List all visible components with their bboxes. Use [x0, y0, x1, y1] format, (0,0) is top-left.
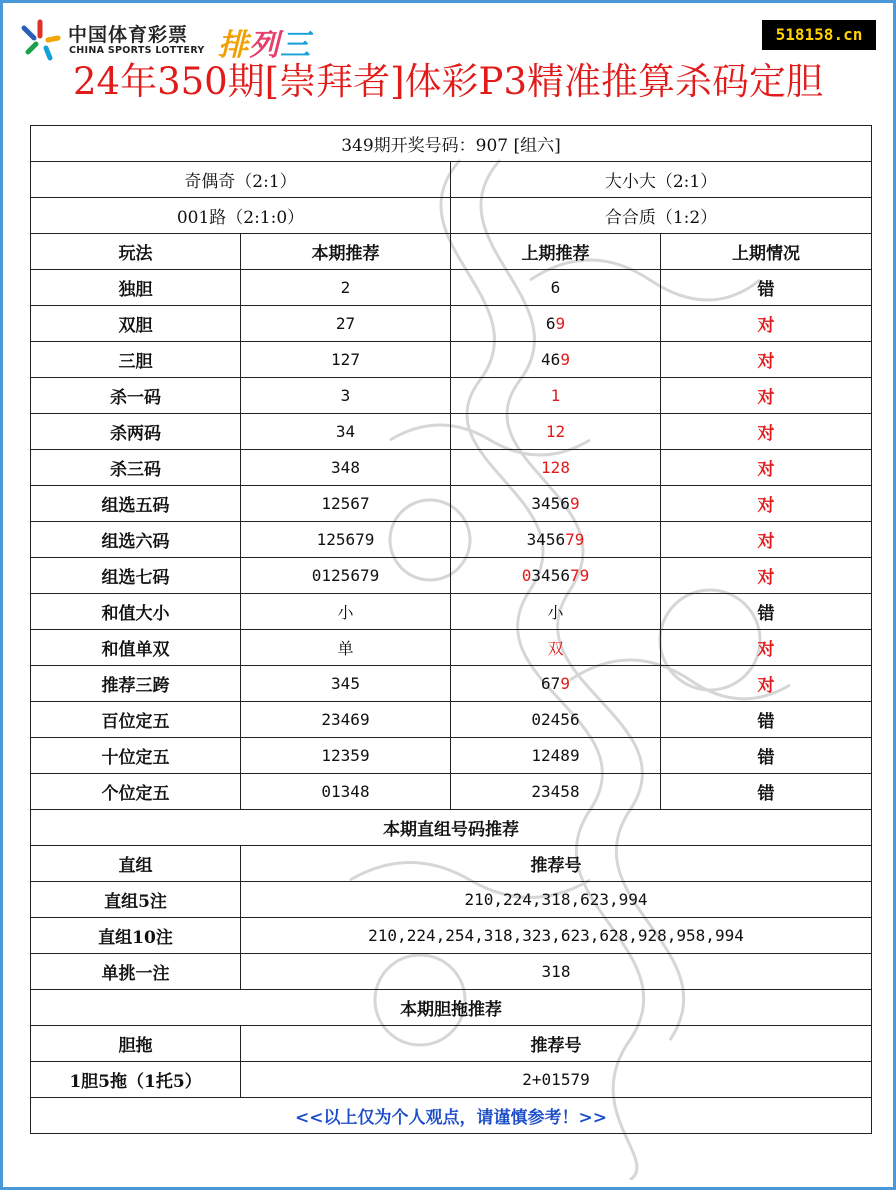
table-row [31, 630, 872, 666]
direct-section-row [31, 810, 872, 846]
direct-numbers: 210,224,318,623,994 [241, 882, 872, 918]
table-row [31, 666, 872, 702]
previous-pick [451, 522, 661, 558]
direct-numbers: 210,224,254,318,323,623,628,928,958,994 [241, 918, 872, 954]
current-pick: 12567 [241, 486, 451, 522]
page-title: 24年350期[崇拜者]体彩P3精准推算杀码定胆 [72, 60, 823, 103]
column-header-previous: 上期推荐 [451, 234, 661, 270]
previous-result: 对 [661, 522, 872, 558]
previous-pick [451, 450, 661, 486]
last-draw-result: 349期开奖号码：907 [组六] [31, 126, 872, 162]
play-name: 组选六码 [31, 522, 241, 558]
previous-result: 对 [661, 342, 872, 378]
logo-english-text: CHINA SPORTS LOTTERY [69, 45, 205, 56]
previous-result: 错 [661, 702, 872, 738]
table-row [31, 378, 872, 414]
drag-row [31, 1062, 872, 1098]
column-header-play: 玩法 [31, 234, 241, 270]
header [0, 0, 896, 122]
previous-pick [451, 378, 661, 414]
previous-pick-segment: 1 [550, 386, 561, 405]
direct-type: 直组10注 [31, 918, 241, 954]
table-row [31, 558, 872, 594]
drag-header-row [31, 1026, 872, 1062]
prime-composite-pattern: 合合质（1:2） [451, 198, 872, 234]
pailie3-brand: 排列三 [218, 28, 311, 63]
previous-pick [451, 594, 661, 630]
drag-section-row [31, 990, 872, 1026]
current-pick: 01348 [241, 774, 451, 810]
table-row [31, 738, 872, 774]
logo-chinese-text: 中国体育彩票 [68, 24, 189, 46]
direct-header-type: 直组 [31, 846, 241, 882]
previous-pick [451, 666, 661, 702]
direct-row [31, 918, 872, 954]
footer-row [31, 1098, 872, 1134]
direct-row [31, 954, 872, 990]
current-pick: 3 [241, 378, 451, 414]
route-pattern: 001路（2:1:0） [31, 198, 451, 234]
previous-result: 对 [661, 486, 872, 522]
direct-type: 单挑一注 [31, 954, 241, 990]
current-pick: 27 [241, 306, 451, 342]
play-name: 组选七码 [31, 558, 241, 594]
play-name: 推荐三跨 [31, 666, 241, 702]
table-row [31, 594, 872, 630]
current-pick: 23469 [241, 702, 451, 738]
previous-pick-segment: 79 [569, 566, 590, 585]
previous-pick-segment: 79 [565, 530, 585, 549]
previous-pick-segment: 9 [555, 314, 566, 333]
previous-result: 错 [661, 738, 872, 774]
play-name: 个位定五 [31, 774, 241, 810]
table-header-row [31, 234, 872, 270]
previous-result: 对 [661, 630, 872, 666]
site-badge[interactable]: 518158.cn [762, 20, 876, 50]
previous-pick [451, 702, 661, 738]
current-pick: 小 [241, 594, 451, 630]
direct-section-title: 本期直组号码推荐 [31, 810, 872, 846]
direct-row [31, 882, 872, 918]
drag-header-type: 胆拖 [31, 1026, 241, 1062]
play-name: 双胆 [31, 306, 241, 342]
current-pick: 12359 [241, 738, 451, 774]
direct-type: 直组5注 [31, 882, 241, 918]
column-header-result: 上期情况 [661, 234, 872, 270]
play-name: 三胆 [31, 342, 241, 378]
previous-pick [451, 414, 661, 450]
current-pick: 2 [241, 270, 451, 306]
previous-result: 错 [661, 594, 872, 630]
previous-pick [451, 342, 661, 378]
previous-pick [451, 486, 661, 522]
table-row [31, 450, 872, 486]
table-row [31, 702, 872, 738]
previous-pick-segment: 3456 [531, 566, 570, 585]
summary-row [31, 198, 872, 234]
previous-pick [451, 306, 661, 342]
direct-numbers: 318 [241, 954, 872, 990]
previous-result: 对 [661, 558, 872, 594]
table-row [31, 414, 872, 450]
summary-row [31, 162, 872, 198]
previous-pick [451, 270, 661, 306]
draw-result-row [31, 126, 872, 162]
previous-pick-segment: 02456 [531, 710, 580, 729]
table-row [31, 486, 872, 522]
play-name: 百位定五 [31, 702, 241, 738]
previous-pick [451, 774, 661, 810]
previous-pick-segment: 6 [545, 314, 556, 333]
current-pick: 127 [241, 342, 451, 378]
table-row [31, 342, 872, 378]
play-name: 独胆 [31, 270, 241, 306]
play-name: 组选五码 [31, 486, 241, 522]
previous-result: 错 [661, 270, 872, 306]
current-pick: 125679 [241, 522, 451, 558]
drag-numbers: 2+01579 [241, 1062, 872, 1098]
previous-pick-segment: 23458 [531, 782, 580, 801]
previous-pick-segment: 9 [569, 494, 580, 513]
previous-pick-segment: 双 [547, 639, 564, 658]
odd-even-pattern: 奇偶奇（2:1） [31, 162, 451, 198]
previous-result: 对 [661, 414, 872, 450]
direct-header-numbers: 推荐号 [241, 846, 872, 882]
drag-section-title: 本期胆拖推荐 [31, 990, 872, 1026]
current-pick: 348 [241, 450, 451, 486]
play-name: 十位定五 [31, 738, 241, 774]
play-name: 杀两码 [31, 414, 241, 450]
previous-pick-segment: 9 [560, 674, 570, 693]
current-pick: 345 [241, 666, 451, 702]
prediction-table [30, 125, 872, 1134]
current-pick: 34 [241, 414, 451, 450]
previous-pick-segment: 0 [521, 566, 532, 585]
previous-pick-segment: 小 [547, 603, 564, 622]
disclaimer-text: <<以上仅为个人观点，请谨慎参考！>> [31, 1098, 872, 1134]
previous-result: 错 [661, 774, 872, 810]
previous-pick [451, 558, 661, 594]
direct-header-row [31, 846, 872, 882]
table-row [31, 306, 872, 342]
previous-pick-segment: 9 [560, 350, 570, 369]
current-pick: 单 [241, 630, 451, 666]
previous-pick [451, 630, 661, 666]
previous-pick [451, 738, 661, 774]
previous-pick-segment: 67 [541, 674, 561, 693]
big-small-pattern: 大小大（2:1） [451, 162, 872, 198]
play-name: 杀三码 [31, 450, 241, 486]
drag-type: 1胆5拖（1托5） [31, 1062, 241, 1098]
previous-pick-segment: 6 [550, 278, 561, 297]
previous-pick-segment: 12 [545, 422, 566, 441]
play-name: 杀一码 [31, 378, 241, 414]
play-name: 和值单双 [31, 630, 241, 666]
drag-header-numbers: 推荐号 [241, 1026, 872, 1062]
table-row [31, 774, 872, 810]
previous-result: 对 [661, 450, 872, 486]
previous-pick-segment: 46 [541, 350, 561, 369]
table-row [31, 270, 872, 306]
table-row [31, 522, 872, 558]
previous-pick-segment: 128 [541, 458, 570, 477]
previous-pick-segment: 3456 [531, 494, 570, 513]
previous-result: 对 [661, 378, 872, 414]
column-header-current: 本期推荐 [241, 234, 451, 270]
current-pick: 0125679 [241, 558, 451, 594]
previous-result: 对 [661, 666, 872, 702]
play-name: 和值大小 [31, 594, 241, 630]
previous-pick-segment: 3456 [526, 530, 566, 549]
previous-result: 对 [661, 306, 872, 342]
previous-pick-segment: 12489 [531, 746, 580, 765]
